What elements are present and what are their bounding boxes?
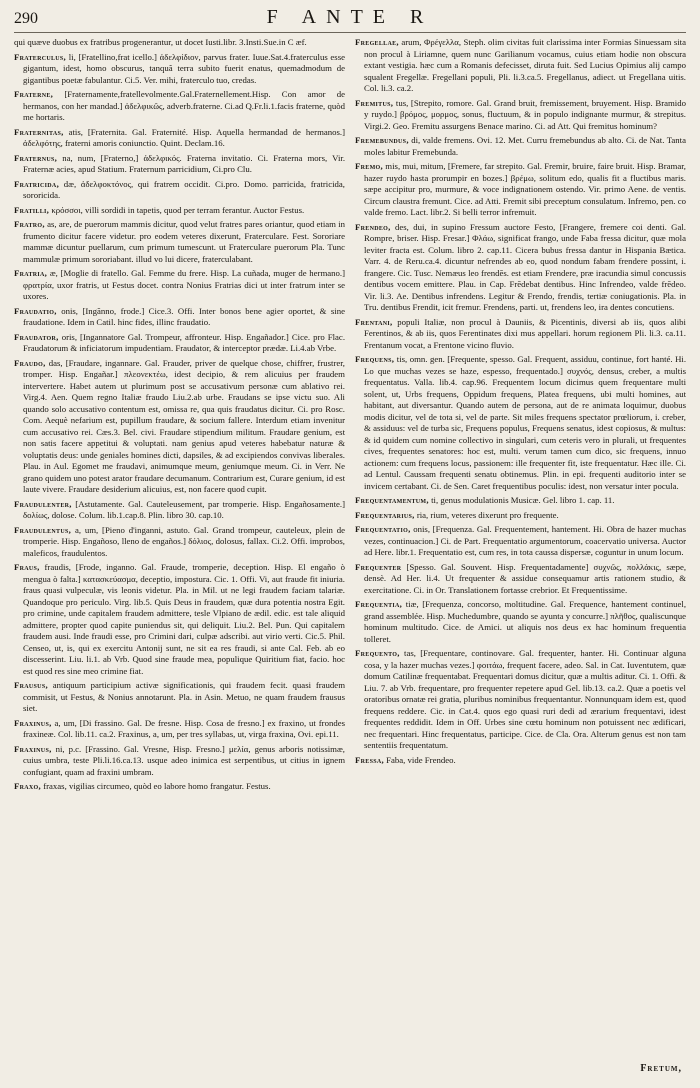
dictionary-entry bbox=[355, 317, 686, 352]
entry-headword: Fraudulentus, bbox=[14, 524, 72, 535]
entry-headword: Fratilli, bbox=[14, 204, 50, 215]
entry-text: das, [Fraudare, ingannare. Gal. Frauder, priver de quelque chose, chiffrer, frustrer, tromper. Hisp. Engañar.] πλεονεκτέω, idest decipio, & rem alicuius per fraudem intervertere. Habet autem ut plurimum post se accusativum personæ cum ablativo rei. Virg.4. Aen. Quem regno Italiæ fraudo Liu.2.ab urbe. Fraudans se ipse victu suo. Ali quando solo accusativo contentum est, omissa re, qua quis fraudatus dicitur. Ci. pro Rosc. Com. Aequè nefarium est, pupillum fraudare, & socium fallere. Interdum etiam invenitur cum accusativo rei. Cæs.3. Bel. civi. Fraudare stipendium militum. Fraudare genium, est non satis facere appetitui & voluptati. nam genius apud veteres habebatur naturæ & voluptatis deus: unde geniales homines dicti, dapsiles, & ad excipiendos convivas liberales. Plau. in Aul. Egomet me fraudavi, animumque meum, geniumque meum. Ci. in Verr. Ne grano quidem uno potest arator fraudare decumanum. Contrarium est, Curare genium, id est laute vivere. Fraudare desiderium alicuius, est, non facere quod cupit. bbox=[23, 357, 345, 494]
entry-text: qui quæve duobus ex fratribus progenerantur, ut docet Iusti.libr. 3.Insti.Sue.in C æf. bbox=[14, 37, 307, 47]
dictionary-entry bbox=[14, 219, 345, 265]
entry-headword: Fraxo, bbox=[14, 781, 41, 791]
dictionary-entry bbox=[14, 306, 345, 329]
page-header bbox=[14, 6, 686, 33]
entry-text: na, num, [Fraterno,] ἀδελφικός. Fraterna invitatio. Ci. Fraterna mors, Vir. Fraternæ acies, apud Statium. Fraternum parricidium, Ci.pro Clu. bbox=[23, 152, 346, 174]
entry-text: tas, [Frequentare, continovare. Gal. frequenter, hanter. Hi. Continuar alguna cosa, y la hazer muchas vezes.] φοιτάω, frequent facere, adeo. Sal. in Cat. Iuventutem, quæ domum Catilinæ frequentabat. Frequentari domus dicitur, quæ a multis aditur. Ci. 1. Offi. & Liu. 7. ab Vrb. frequentare, pro frequenter repetere apud Gel. lib.13. ca.2. Quæ a poetis vel oratoribus ornatæ rei gratia, pluribus nominibus frequentantur. Nonnunquam idem est, quod frequens reddere. Cic. in Cat.4. quos ego quasi ruri dedi ad ærarium frequentavi, idest frequentes reddidit. Idem in Off. Urbes sine cœtu hominum non potuissent nec ædificari, nec frequentari. Hinc frequentatus, participe. Cice. de Cla. Ora. Alterum genus est non tam sententiis frequentatum. bbox=[364, 648, 686, 750]
entry-headword: Fremitus, bbox=[355, 97, 394, 108]
dictionary-entry bbox=[14, 358, 345, 496]
entry-text: æ, [Moglie di fratello. Gal. Femme du frere. Hisp. La cuñada, muger de hermano.] φρατρία, uxor fratris, ut Festus docet. contra Nonius Fratrias dici ut inter fratrum inter se uxores. bbox=[23, 268, 345, 301]
entry-headword: Fraterculus, bbox=[14, 51, 67, 62]
dictionary-entry bbox=[355, 648, 686, 752]
running-head: F ANTE R bbox=[266, 6, 434, 28]
dictionary-entry bbox=[14, 179, 345, 202]
dictionary-entry bbox=[355, 524, 686, 559]
entry-headword: Frequentia, bbox=[355, 599, 403, 609]
dictionary-entry bbox=[355, 510, 686, 522]
entry-text: fraxas, vigilias circumeo, quòd eo labore homo frangatur. Festus. bbox=[43, 781, 271, 791]
entry-headword: Fregellae, bbox=[355, 37, 399, 47]
dictionary-entry bbox=[355, 354, 686, 492]
entry-headword: Fraxinus, bbox=[14, 743, 52, 754]
dictionary-entry bbox=[355, 98, 686, 133]
page-number: 290 bbox=[14, 10, 38, 27]
dictionary-entry bbox=[14, 718, 345, 741]
dictionary-entry bbox=[14, 127, 345, 150]
entry-text: tiæ, [Frequenza, concorso, moltitudine. Gal. Frequence, hantement continuel, grand assemblée. Hisp. Muchedumbre, quando se ayunta y concurre.] πλῆθος, qualiscunque hominum multitudo. Cice. de Amici. ut aliquis nos deus ex hac hominum frequentia tolleret. bbox=[364, 599, 687, 644]
dictionary-entry bbox=[355, 222, 686, 314]
entry-headword: Frequentarius, bbox=[355, 509, 415, 520]
entry-text: arum, Φρέγελλα, Steph. olim civitas fuit clarissima inter Formias Sinuessam sita non procul à Liriamne, quem nunc Garilianum vocamus, cuius etiam hodie non obscura extant vestigia. hæc cum a Romanis defecisset, diruta fuit. Sed Lucius Opimius alij campo squalent Fregellæ. Fregellani populi, Pli. li.3.ca.5. Fregellanus, adiect. ut Fregellana uitis. Col. li.3. ca.2. bbox=[364, 37, 686, 93]
entry-headword: Frequentatio, bbox=[355, 524, 411, 534]
entry-text: tis, omn. gen. [Frequente, spesso. Gal. Frequent, assiduu, continue, fort hanté. Hi. Lo que muchas vezes se haze, espesso, frequentado.] συχνός, densus, creber, a multis frequentatus. Valla. lib.4. cap.96. Frequentem locum dicimus quem frequentare multi solent, ut, Urbs frequens, Oppidum frequens, Platea frequens, ubi multi homines, aut habitant, aut diversantur. Quando autem de persona, aut de re animata loquimur, duobus modis dicitur, vel de tota si, vel de parte. Sit miles frequens spectator prœliorum, i. creber, & assiduus: vel de turba sic, Frequens populus, Frequens senatus, idest copiosus, & multus: & id quidem cum nomine collectivo in singulari, cum ceteris vero in plurali, ut frequentes cives, frequentes senatores: hoc est, multi. verum tamen cum dico, sic frequens, innuo actionem: cum frequens locus, passionem: ille frequenter fit, iste frequentatur. Hæc ille. Ci. ad Lentul. Caussam frequenti senatu obtinemus. Plin. in epi. frequenti auditorio inter se invicem certabant. Ci. de Sen. Caret frequentibus poculis: idest, non versatur inter pocula. bbox=[364, 354, 687, 491]
entry-headword: Fraudulenter, bbox=[14, 498, 72, 509]
entry-headword: Fraternus, bbox=[14, 152, 58, 163]
entry-text: oris, [Ingannatore Gal. Trompeur, affronteur. Hisp. Engañador.] Cice. pro Flac. Fraudatorum & inficiatorum impudentiam. Fraudator, & interceptor prædæ. Li.4.ab Vrbe. bbox=[23, 331, 346, 353]
entry-headword: Fraus, bbox=[14, 562, 40, 572]
entry-text: tus, [Strepito, romore. Gal. Grand bruit, fremissement, bruyement. Hisp. Bramido y ruydo.] βρόμος, μορμος, sonus, fluctuum, & in populo indignante murmur, & strepitus. Virgi.2. Geo. Fremitu assurgens Benace marino. Ci. ad Att. Qui fremitus hominum? bbox=[364, 97, 686, 131]
entry-headword: Fraternitas, bbox=[14, 126, 64, 137]
entry-text: ria, rium, veteres dixerunt pro frequente. bbox=[416, 509, 559, 520]
dictionary-entry bbox=[14, 37, 345, 49]
entry-text: [Fraternamente,fratellevolmente.Gal.Fraternellement.Hisp. Con amor de hermanos, con her mandad.] ἀδελφικῶς, adverb.fraterne. Ci.ad Q.Fr.li.1.facis fraterne, quòd me hortaris. bbox=[23, 89, 346, 122]
entry-headword: Fratricida, bbox=[14, 178, 60, 189]
entry-text: [Astutamente. Gal. Cauteleusement, par tromperie. Hisp. Engañosamente.] δολίως, dolose. Colum. lib.1.cap.8. Plin. libro 30. cap.10. bbox=[23, 498, 346, 520]
entry-text: [Spesso. Gal. Souvent. Hisp. Frequentadamente] συχνῶς, πολλάκις, sæpe, densè. Ad Her. li.4. Ut frequenter & assidue consequamur artis rationem studio, & exercitatione. Ci. in Or. Translationem fortasse crebrior. Et Frequentissime. bbox=[364, 561, 687, 595]
dictionary-entry bbox=[14, 499, 345, 522]
entry-headword: Frendeo, bbox=[355, 221, 391, 232]
dictionary-entry bbox=[14, 525, 345, 560]
dictionary-entry bbox=[355, 37, 686, 95]
entry-headword: Frequento, bbox=[355, 648, 400, 658]
dictionary-entry bbox=[14, 52, 345, 87]
entry-headword: Fratro, bbox=[14, 219, 45, 229]
entry-text: fraudis, [Frode, inganno. Gal. Fraude, tromperie, deception. Hisp. El engaño ò mengua ò falta.] κατασκεύασμα, deceptio, impostura. Cic. 1. Offi. Vi, aut fraude fit iniuria. fraus quasi vulpeculæ, vis leonis videtur. Pla. in Mil. ut ne legi fraudem faciam talariæ. Quandoque pro periculo. Virg. lib.5. Quis Deus in fraudem, quæ dura potentia nostra Egit. pro crimine, unde capitalem fraudem admittere, tesle Vlpiano de ædil. edic. est tale aliquid admittere, propter quod capite puniendus sit, qui deliquit. Liu.2. Bel. Pun. Qui capitalem fraudem ausi. Inde fraudi esse, pro Crimini dari, culpæ adscribi. aut virio verti. Cic.5. Phil. Censeo, ut, is, qui ex exercitu Antonij sunt, ne sit ea res fraudi, si ante Cal. Feb. ab eo discesserint. Liu. li.1. ab Vrb. Quod sine fraude mea, populique Quiritium fiat, facio. hoc est quod res sine meo crimine fiat. bbox=[23, 562, 345, 676]
entry-text: as, are, de puerorum mammis dicitur, quod velut fratres pares oriantur, quod etiam in frumento dicitur facere videtur. pro eodem veteres dixerunt, Fraterculare. Fest. Sororiare mammæ dicuntur puellarum, cum primum tumescunt. ut Fraterculare puerorum Pla. Tunc mammulæ primum sororiabant. illud vo lui dicere, fraterculabant. bbox=[23, 219, 346, 264]
entry-text: a, um, [Pieno d'inganni, astuto. Gal. Grand trompeur, cauteleux, plein de tromperie. Hisp. Engañoso, lleno de engaños.] δόλιος, dolosus, fallax. Ci.2. Offi. improbos, maleficos, fraudulentos. bbox=[23, 524, 345, 558]
entry-headword: Fressa, bbox=[355, 754, 384, 765]
dictionary-entry bbox=[355, 495, 686, 507]
entry-headword: Fraterne, bbox=[14, 89, 54, 99]
dictionary-entry bbox=[355, 599, 686, 645]
entry-text: onis, [Ingãnno, frode.] Cice.3. Offi. Inter bonos bene agier oportet, & sine fraudatione. Idem in Catil. hinc fides, illinc fraudatio. bbox=[23, 305, 345, 327]
dictionary-entry bbox=[14, 680, 345, 715]
entry-text: antiquum participium activæ significationis, qui fraudem fecit. quasi fraudem commisit, ut Festus, & Nonius annotarunt. Pla. in Asin. Metuo, ne quam fraudem frausus siet. bbox=[23, 680, 346, 713]
entry-text: di, valde fremens. Ovi. 12. Met. Curru fremebundus ab alto. Ci. de Nat. Tanta moles labitur Fremebunda. bbox=[364, 135, 686, 157]
dictionary-entry bbox=[14, 89, 345, 124]
entry-text: κρόσσοι, villi sordidi in tapetis, quod per terram ferantur. Auctor Festus. bbox=[51, 204, 305, 215]
entry-headword: Frequens, bbox=[355, 354, 395, 364]
entry-text: atis, [Fraternita. Gal. Fraternité. Hisp. Aquella hermandad de hermanos.] ἀδελφότης, fraterni amoris coniunctio. Quint. Declam.16. bbox=[23, 126, 346, 148]
entry-text: populi Italiæ, non procul à Dauniis, & Picentinis, diversi ab iis, quos alibi Ferentinos, & ab iis, quos Ferentinates dixi mus appellari. horum regionem Pli. li.3. ca.11. Frentanum vocat, a Frentone vicino fluvio. bbox=[364, 316, 686, 350]
dictionary-entry bbox=[355, 135, 686, 158]
dictionary-entry bbox=[14, 332, 345, 355]
dictionary-entry bbox=[355, 562, 686, 597]
entry-text: ni, p.c. [Frassino. Gal. Vresne, Hisp. Fresno.] μελία, genus arboris notissimæ, cuius umbra, teste Pli.li.16.ca.13. usque adeo inimica est serpentibus, ut citius in ignem confugiant, quam ad fraxini umbram. bbox=[23, 743, 345, 777]
dictionary-entry bbox=[14, 205, 345, 217]
entry-text: li, [Fratellino,frat icello.] ἀδελφίδιον, parvus frater. Iuue.Sat.4.fraterculus esse gigantum, idest, homo obscurus, tanquã terra subito fuerit enatus, quemadmodum de gigantibus poetæ fabulantur. Ci.5. Ver. mihi, fraterculo tuo, credas. bbox=[23, 51, 345, 85]
dictionary-entry bbox=[355, 755, 686, 767]
entry-text: onis, [Frequenza. Gal. Frequentement, hantement. Hi. Obra de hazer muchas vezes, continuacion.] Ci. de Part. Frequentatio argumentorum, coacervatio universa. Auctor ad Here. libr.1. Frequentatio est, cum res, in tota caussa dispersæ, coguntur in unum locum. bbox=[364, 524, 687, 557]
entry-headword: Frausus, bbox=[14, 680, 48, 690]
dictionary-entry bbox=[14, 562, 345, 677]
dictionary-entry bbox=[14, 268, 345, 303]
entry-headword: Fraudo, bbox=[14, 357, 46, 368]
entry-headword: Frequentamentum, bbox=[355, 495, 429, 505]
text-columns bbox=[14, 37, 686, 796]
entry-text: ti, genus modulationis Musicæ. Gel. libro 1. cap. 11. bbox=[431, 495, 615, 505]
dictionary-entry bbox=[14, 744, 345, 779]
entry-text: a, um, [Di frassino. Gal. De fresne. Hisp. Cosa de fresno.] ex fraxino, ut frondes fraxineæ. Col. lib.11. ca.2. Fraxinus, a, um, per tres syllabas, ut, virga fraxina, Ovi. epi.11. bbox=[23, 717, 346, 739]
entry-text: des, dui, in supino Fressum auctore Festo, [Frangere, fremere coi denti. Gal. Rompre, briser. Hisp. Fresar.] Φλάω, significat frango, unde Faba fressa dicitur, quæ mola leviter fracta est. Colum. libro 2. cap.11. Cicera bubus fressa dantur in Hispania Bætica. Varr. 4. de Reru.ca.4. dicuntur nefrendes ab eo, quod nondum fabam frendere possint, i. frangere. Cic. Tusc. Nemæus leo frendēs. est etiam Frendere, præ iracundia simul concussis dentibus vocem emittere. Plau. in Cap. Frēdebat dentibus. Hinc Infrendeo, valde frēdeo. Vir. li.3. Ae. Dentibus infrendens. Legitur & Frendo, frendis, tertiæ coniugationis. Pla. in Tru. dentibus Frendit, icit fremur. Frendens, parti. ut, frendens leo, ira dentes concutiens. bbox=[364, 221, 686, 312]
entry-headword: Fraudatio, bbox=[14, 305, 57, 316]
entry-headword: Fremebundus, bbox=[355, 135, 409, 145]
entry-text: mis, mui, mitum, [Fremere, far strepito. Gal. Fremir, bruire, faire bruit. Hisp. Bramar, hazer ruydo hasta prorumpir en bozes.] βρέμω, solitum edo, qualis fit a fluctibus maris. sæpe accipitur pro, murmure, & voce indignationem ostendo. Vir. primo Aene. de ventis. Circum claustra fremunt. Cice. ad Atti. Fremit sibi preceptum consulatum. Infremo, pen. co valde fremo. Lact. libr.2. Si belli terror infremuit. bbox=[364, 161, 686, 217]
entry-headword: Frequenter bbox=[355, 561, 402, 572]
entry-text: dæ, ἀδελφοκτόνος, qui fratrem occidit. Ci.pro. Domo. parricida, fratricida, sororicida. bbox=[23, 178, 345, 200]
entry-headword: Fraxinus, bbox=[14, 717, 52, 728]
right-column bbox=[355, 37, 686, 796]
dictionary-entry bbox=[14, 153, 345, 176]
entry-headword: Fremo, bbox=[355, 161, 383, 171]
entry-headword: Fraudator, bbox=[14, 331, 59, 342]
left-column bbox=[14, 37, 345, 796]
dictionary-entry bbox=[14, 781, 345, 793]
dictionary-entry bbox=[355, 161, 686, 219]
entry-headword: Frentani, bbox=[355, 316, 393, 327]
entry-headword: Fratria, bbox=[14, 268, 48, 278]
entry-text: Faba, vide Frendeo. bbox=[386, 754, 456, 765]
catchword: Fretum, bbox=[640, 1063, 682, 1074]
